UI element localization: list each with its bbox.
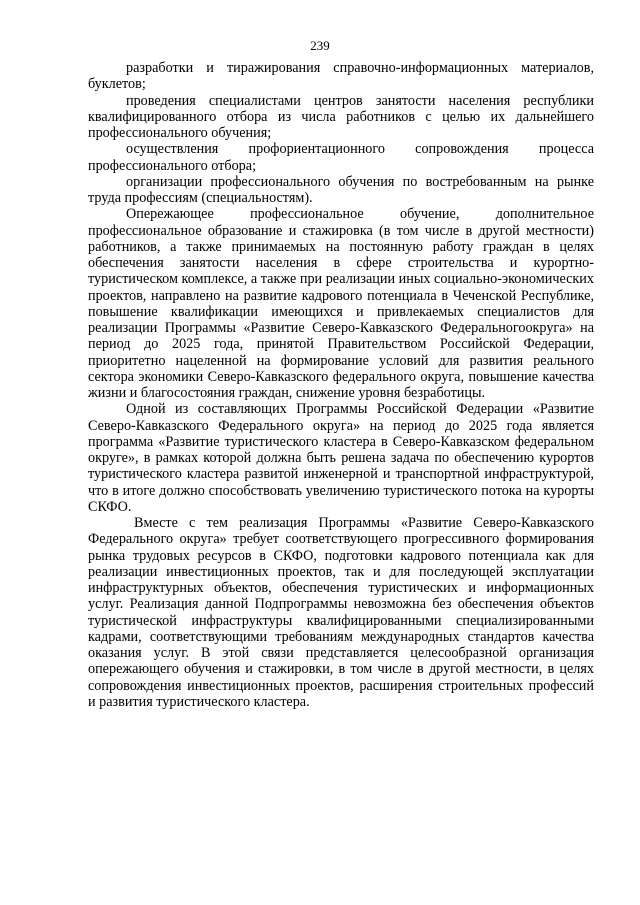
paragraph-1-booklets: разработки и тиражирования справочно-информационных материалов, буклетов; [88, 60, 594, 93]
paragraph-3-career-guidance: осуществления профориентационного сопровождения процесса профессионального отбора; [88, 141, 594, 174]
paragraph-4-vocational-training: организации профессионального обучения по востребованным на рынке труда профессиям (специальностям). [88, 173, 594, 206]
document-body [88, 60, 594, 710]
paragraph-6-tourism-cluster: Одной из составляющих Программы Российской Федерации «Развитие Северо-Кавказского Федерального округа» на период до 2025 года является программа «Развитие туристического кластера в Северо-Кавказском федеральном округе», в рамках которой должна быть решена задача по обеспечению курортов туристического кластера развитой инженерной и транспортной инфраструктурой, что в итоге должно способствовать увеличению туристического потока на курорты СКФО. [88, 401, 594, 515]
page-number: 239 [310, 38, 330, 53]
paragraph-7-labor-market: Вместе с тем реализация Программы «Развитие Северо-Кавказского Федерального округа» требует соответствующего прогрессивного формирования рынка трудовых ресурсов в СКФО, подготовки кадрового потенциала как для реализации инвестиционных проектов, так и для последующей эксплуатации инфраструктурных объектов, обеспечения туристических и информационных услуг. Реализация данной Подпрограммы невозможна без обеспечения объектов туристической инфраструктуры квалифицированными специализированными кадрами, соответствующими требованиям международных стандартов качества оказания услуг. В этой связи представляется целесообразной организация опережающего обучения и стажировки, в том числе в другой местности, в целях сопровождения инвестиционных проектов, расширения строительных профессий и развития туристического кластера. [88, 515, 594, 710]
paragraph-2-qualified-selection: проведения специалистами центров занятости населения республики квалифицированного отбора из числа работников с целью их дальнейшего профессионального обучения; [88, 92, 594, 141]
paragraph-5-advanced-training: Опережающее профессиональное обучение, дополнительное профессиональное образование и стажировка (в том числе в другой местности) работников, а также принимаемых на постоянную работу граждан в целях обеспечения занятости населения в сфере строительства и курортно-туристическом комплексе, а также при реализации иных социально-экономических проектов, направлено на развитие кадрового потенциала в Чеченской Республике, повышение квалификации имеющихся и привлекаемых специалистов для реализации Программы «Развитие Северо-Кавказского Федеральногоокруга» на период до 2025 года, принятой Правительством Российской Федерации, приоритетно нацеленной на формирование условий для развития реального сектора экономики Северо-Кавказского федерального округа, повышение качества жизни и благосостояния граждан, снижение уровня безработицы. [88, 206, 594, 401]
